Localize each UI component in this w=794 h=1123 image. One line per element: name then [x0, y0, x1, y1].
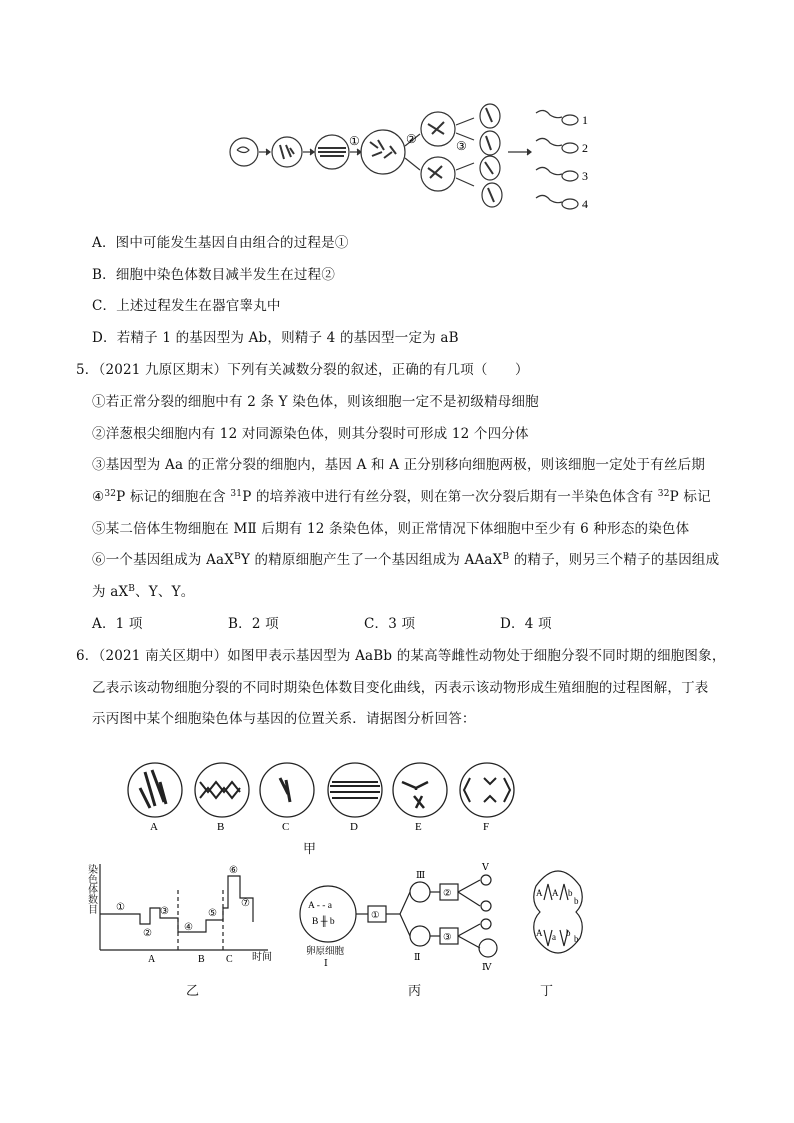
q4-option-a: A．图中可能发生基因自由组合的过程是①: [92, 235, 349, 251]
q6-stem-line-1: 6．（2021 南关区期中）如图甲表示基因型为 AaBb 的某高等雌性动物处于细胞分裂不同时期的细胞图象，: [76, 648, 726, 664]
seg-label-4: ④: [184, 922, 193, 933]
seg-label-3: ③: [160, 906, 169, 917]
seg-label-1: ①: [116, 902, 125, 913]
q5-statement-3: ③基因型为 Aa 的正常分裂的细胞内，基因 A 和 A 正分别移向细胞两极，则该细胞一定处于有丝后期: [92, 457, 706, 473]
roman-iii: Ⅲ: [416, 871, 426, 881]
ding-gene-6: a: [552, 932, 556, 942]
figure-jia-caption: 甲: [303, 842, 317, 857]
sperm-label-2: 2: [582, 141, 588, 155]
seg-label-7: ⑦: [241, 898, 250, 909]
ding-gene-3: b: [568, 888, 573, 898]
y-axis-label: 染色体数目: [88, 865, 98, 916]
roman-ii: Ⅱ: [414, 953, 421, 963]
step-3: ③: [443, 933, 452, 943]
q5-statement-6: ⑥一个基因组成为 AaX$^B$Y 的精原细胞产生了一个基因组成为 AAaX$^B$ 的精子，则另三个精子的基因组成: [92, 552, 720, 568]
stage-label-a: A: [148, 954, 156, 965]
ding-gene-4: b: [574, 896, 579, 906]
ding-gene-5: A: [536, 928, 543, 938]
q4-option-b: B．细胞中染色体数目减半发生在过程②: [92, 267, 336, 283]
stage-label-b: B: [198, 954, 205, 965]
figure-yi-chart: [88, 862, 288, 972]
ding-gene-8: b: [574, 934, 579, 944]
q5-statement-6-cont: 为 $aX^B$、Y、Y。: [92, 584, 195, 600]
figure-ding-caption: 丁: [540, 984, 554, 999]
stage-label-c: C: [226, 954, 233, 965]
seg-label-2: ②: [143, 928, 152, 939]
step-2: ②: [443, 889, 452, 899]
cell-label-a: A: [150, 821, 158, 833]
sperm-label-4: 4: [582, 197, 588, 211]
q5-statement-4: ④$^{32}$P 标记的细胞在含 $^{31}$P 的培养液中进行有丝分裂，则在第一次分裂后期有一半染色体含有 $^{32}$P 标记: [92, 489, 711, 505]
q5-option-c: C．3 项: [364, 616, 416, 632]
q5-stem: 5．（2021 九原区期末）下列有关减数分裂的叙述，正确的有几项（ ）: [76, 362, 529, 378]
sperm-label-1: 1: [582, 113, 588, 127]
step-label-2: ②: [406, 132, 417, 146]
q5-option-b: B．2 项: [228, 616, 279, 632]
q6-stem-line-3: 示丙图中某个细胞染色体与基因的位置关系．请据图分析回答：: [92, 711, 476, 727]
roman-iv: Ⅳ: [482, 963, 492, 973]
ding-gene-2: A: [552, 888, 559, 898]
cell-label-b: B: [217, 821, 225, 833]
q5-statement-5: ⑤某二倍体生物细胞在 MⅡ 后期有 12 条染色体，则正常情况下体细胞中至少有 6 种形态的染色体: [92, 521, 690, 537]
q4-option-d: D．若精子 1 的基因型为 Ab，则精子 4 的基因型一定为 aB: [92, 330, 459, 346]
cell-i-gene-bottom: B ╫ b: [312, 917, 335, 927]
cell-i-roman: Ⅰ: [324, 959, 328, 969]
figure-ding-cell: [516, 856, 596, 976]
q5-option-a: A．1 项: [92, 616, 143, 632]
q5-statement-2: ②洋葱根尖细胞内有 12 对同源染色体，则其分裂时可形成 12 个四分体: [92, 426, 529, 442]
cell-i-gene-top: A - - a: [308, 901, 333, 911]
figure-jia-cells: [0, 752, 794, 872]
step-label-1: ①: [349, 134, 360, 148]
ding-gene-1: A: [536, 888, 543, 898]
seg-label-6: ⑥: [229, 865, 238, 876]
figure-bing-caption: 丙: [408, 984, 422, 999]
ding-gene-7: b: [566, 928, 571, 938]
q5-statement-1: ①若正常分裂的细胞中有 2 条 Y 染色体，则该细胞一定不是初级精母细胞: [92, 394, 539, 410]
q6-stem-line-2: 乙表示该动物细胞分裂的不同时期染色体数目变化曲线，丙表示该动物形成生殖细胞的过程图解，丁表: [92, 680, 709, 696]
spermatogenesis-figure: [0, 0, 794, 220]
q5-option-d: D．4 项: [500, 616, 552, 632]
cell-label-f: F: [483, 821, 490, 833]
cell-label-c: C: [282, 821, 290, 833]
cell-label-d: D: [350, 821, 358, 833]
figure-bing-diagram: [296, 860, 516, 980]
cell-label-e: E: [415, 821, 422, 833]
step-label-3: ③: [456, 139, 467, 153]
sperm-label-3: 3: [582, 169, 588, 183]
x-axis-label: 时间: [252, 952, 272, 963]
seg-label-5: ⑤: [208, 908, 217, 919]
cell-i-name: 卵原细胞: [306, 947, 345, 957]
step-1: ①: [371, 911, 380, 921]
roman-v: Ⅴ: [482, 863, 489, 873]
figure-yi-caption: 乙: [186, 984, 200, 999]
q4-option-c: C．上述过程发生在器官睾丸中: [92, 298, 281, 314]
